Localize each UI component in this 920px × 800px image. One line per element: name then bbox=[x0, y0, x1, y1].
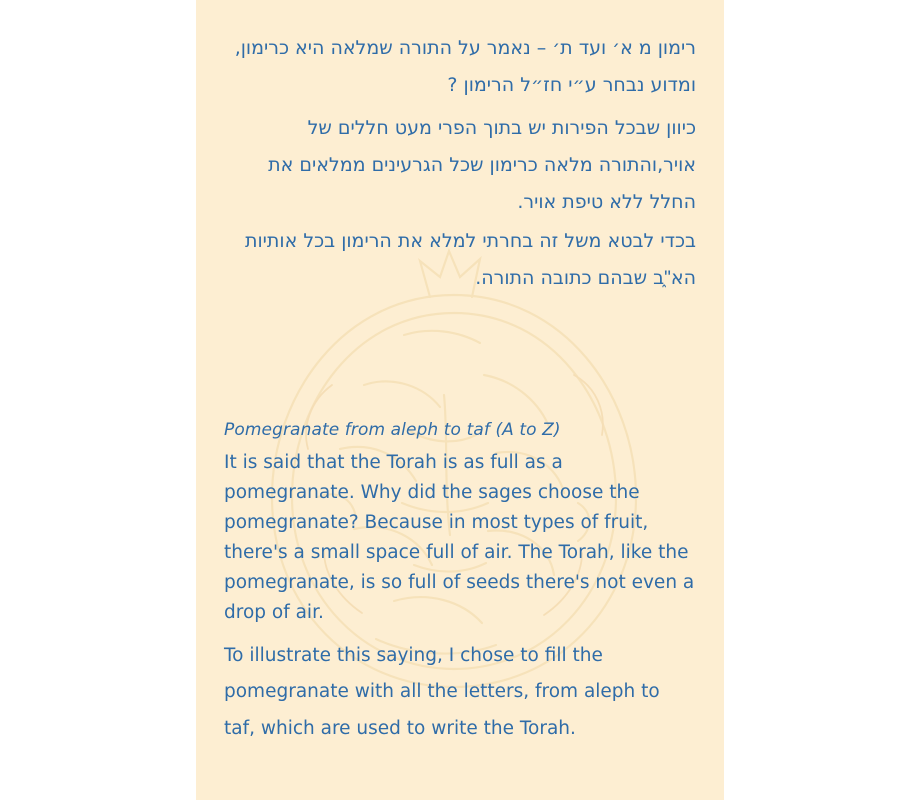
english-paragraph-2: To illustrate this saying, I chose to fill the pomegranate with all the letters, from aleph to taf, which are used to write the Torah. bbox=[224, 644, 660, 739]
text-content bbox=[196, 0, 724, 760]
artwork-card bbox=[196, 0, 724, 800]
spacer bbox=[224, 299, 696, 417]
hebrew-paragraph-2: כיוון שבכל הפירות יש בתוך הפרי מעט חללים של אויר,והתורה מלאה כרימון שכל הגרעינים ממלאים את החלל ללא טיפת אויר. bbox=[268, 117, 696, 214]
hebrew-paragraph-3: בכדי לבטא משל זה בחרתי למלא את הרימון בכל אותיות הא"֑ב שבהם כתובה התורה. bbox=[245, 230, 696, 290]
english-block bbox=[224, 417, 696, 747]
hebrew-paragraph-1: רימון מ א׳ ועד ת׳ – נאמר על התורה שמלאה היא כרימון, ומדוע נבחר ע״י חז״ל הרימון ? bbox=[234, 37, 696, 97]
english-subtitle: Pomegranate from aleph to taf (A to Z) bbox=[224, 420, 561, 441]
hebrew-block bbox=[224, 30, 696, 297]
english-paragraph-1: It is said that the Torah is as full as a pomegranate. Why did the sages choose the pomegranate? Because in most types of fruit, there's a small space full of air. The Torah, like the pomegranate, is so full of seeds there's not even a drop of air. bbox=[224, 451, 695, 623]
